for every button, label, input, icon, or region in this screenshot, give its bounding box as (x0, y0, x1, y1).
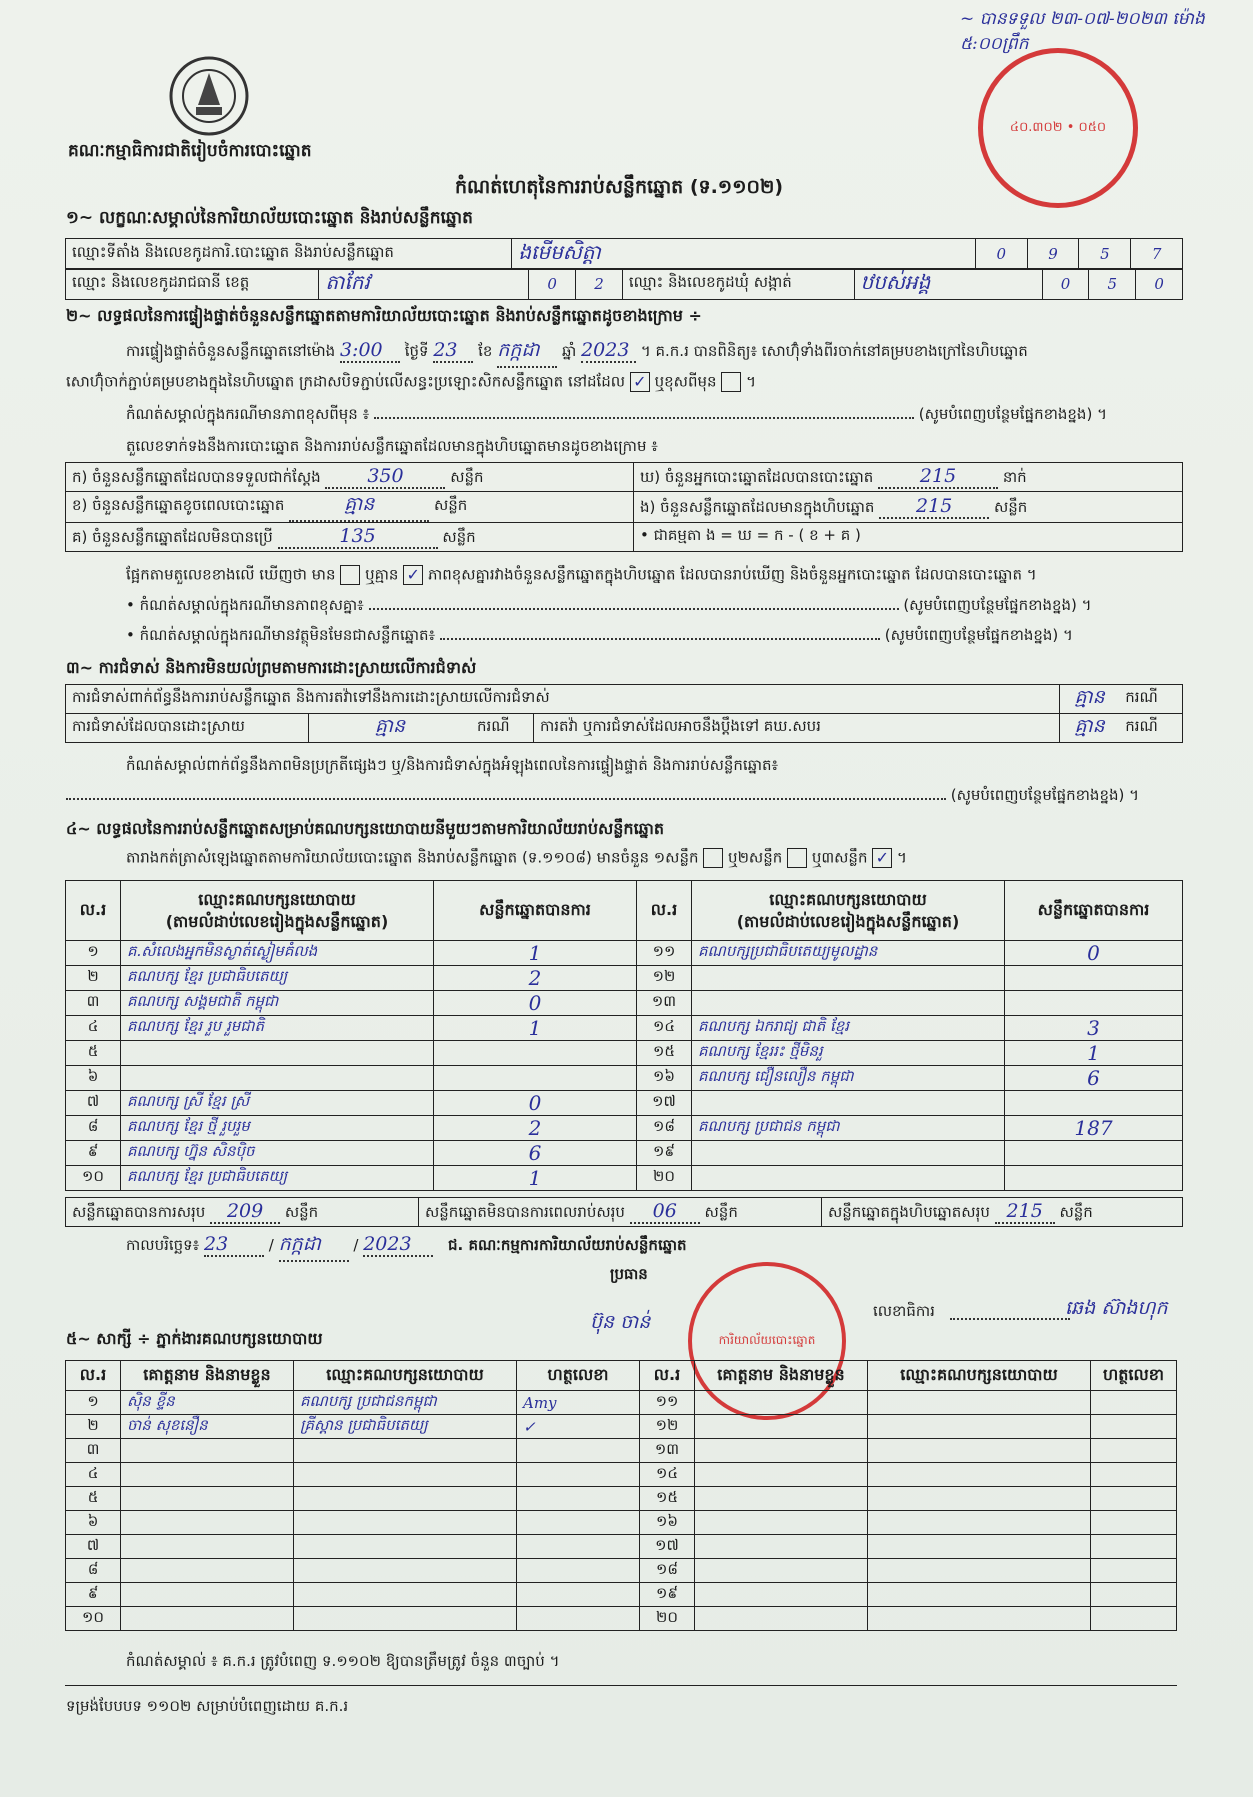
commune-label: ឈ្មោះ និងលេខកូដឃុំ សង្កាត់ (622, 269, 854, 300)
header-no-left: ល.រ (66, 881, 121, 941)
two-sheet-checkbox[interactable] (787, 848, 807, 868)
commune-code-1: 0 (1042, 269, 1089, 300)
section1-table-row2 (65, 268, 1183, 300)
witness-party-left: គ្រីស្ដាន ប្រជាធិបតេយ្យ (294, 1415, 517, 1439)
witness-sign-left[interactable] (517, 1511, 640, 1535)
figure-row-c: គ) ចំនួនសន្លឹកឆ្នោតដែលមិនបានប្រើ 135 សន្លឹក (66, 523, 634, 552)
official-stamp-top: ៤០.៣០២ • ០៥០ (978, 48, 1138, 208)
appeal-unit: ករណី (1119, 714, 1182, 743)
figures-table (65, 462, 1183, 552)
witness-header-party-right: ឈ្មោះគណបក្សនយោបាយ (868, 1361, 1091, 1391)
result-votes-right: 0 (1005, 941, 1183, 966)
witness-row (66, 1583, 1177, 1607)
witness-sign-right[interactable] (1091, 1511, 1177, 1535)
time-value: 3:00 (340, 339, 400, 363)
witness-no-right: ១៣ (640, 1439, 695, 1463)
objection-row1-label: ការជំទាស់ពាក់ព័ន្ធនឹងការរាប់សន្លឹកឆ្នោត និងការតវ៉ាទៅនឹងការដោះស្រាយលើការជំទាស់ (66, 685, 1060, 714)
witness-row (66, 1607, 1177, 1631)
emblem-logo (168, 55, 250, 137)
witness-no-left: ២ (66, 1415, 121, 1439)
result-no-right: ១៤ (637, 1016, 692, 1041)
result-no-left: ៨ (66, 1116, 121, 1141)
witness-header-party-left: ឈ្មោះគណបក្សនយោបាយ (294, 1361, 517, 1391)
witness-sign-right[interactable] (1091, 1487, 1177, 1511)
result-no-left: ៣ (66, 991, 121, 1016)
form-footer: ទម្រង់បែបបទ ១១០២ សម្រាប់បំពេញដោយ គ.ក.រ (66, 1697, 349, 1715)
witness-row (66, 1391, 1177, 1415)
witness-sign-right[interactable] (1091, 1391, 1177, 1415)
result-votes-left: 0 (434, 1091, 637, 1116)
results-row (66, 1091, 1183, 1116)
result-no-left: ១ (66, 941, 121, 966)
commune-code-2: 5 (1089, 269, 1136, 300)
difference-note: កំណត់សម្គាល់ក្នុងករណីមានភាពខុសពីមុន ៖ (សូមបំពេញបន្ថែមផ្នែកខាងខ្នង) ។ (126, 405, 1107, 423)
witness-sign-left[interactable] (517, 1535, 640, 1559)
witness-header-name-left: គោត្តនាម និងនាមខ្លួន (121, 1361, 294, 1391)
result-party-left: គណបក្ស សង្គមជាតិ កម្ពុជា (121, 991, 434, 1016)
result-votes-left: 6 (434, 1141, 637, 1166)
bullet-difference: • កំណត់សម្គាល់ក្នុងករណីមានភាពខុសគ្នា៖ (សូមបំពេញបន្ថែមផ្នែកខាងខ្នង) ។ (126, 596, 1092, 614)
figure-row-d: ឃ) ចំនួនអ្នកបោះឆ្នោតដែលបានបោះឆ្នោត 215 នាក់ (634, 463, 1183, 492)
objection-row1-value: គ្មាន (1059, 685, 1119, 714)
result-votes-right (1005, 966, 1183, 991)
result-no-right: ១៩ (637, 1141, 692, 1166)
witness-sign-left[interactable] (517, 1487, 640, 1511)
results-row (66, 966, 1183, 991)
province-code-2: 2 (576, 269, 623, 300)
witness-no-left: ៦ (66, 1511, 121, 1535)
result-party-left: គណបក្ស ស្រី ខ្មែរ ស្រី (121, 1091, 434, 1116)
result-party-left: គណបក្ស ខ្មែរ ប្រជាធិបតេយ្យ (121, 966, 434, 991)
result-no-left: ៥ (66, 1041, 121, 1066)
witness-sign-right[interactable] (1091, 1559, 1177, 1583)
witness-party-left: គណបក្ស ប្រជាជនកម្ពុជា (294, 1391, 517, 1415)
location-label: ឈ្មោះទីតាំង និងលេខកូដការិ.បោះឆ្នោត និងរាប់សន្លឹកឆ្នោត (66, 239, 512, 270)
witness-row (66, 1415, 1177, 1439)
comparison-line: ផ្អែកតាមតួលេខខាងលើ ឃើញថា មាន ឬគ្មាន ✓ ភាពខុសគ្នារវាងចំនួនសន្លឹកឆ្នោតក្នុងហិបឆ្នោត ដែលបានរាប់ឃើញ និងចំនួនអ្នកបោះឆ្នោត ដែលបានបោះឆ្នោត ។ (126, 565, 1037, 584)
result-no-left: ៩ (66, 1141, 121, 1166)
witness-name-left (121, 1439, 294, 1463)
result-party-left (121, 1066, 434, 1091)
witness-header-name-right: គោត្តនាម និងនាមខ្លួន (695, 1361, 868, 1391)
result-votes-left (434, 1066, 637, 1091)
witness-name-right (695, 1391, 868, 1415)
results-row (66, 941, 1183, 966)
witness-name-right (695, 1463, 868, 1487)
witness-party-left (294, 1535, 517, 1559)
witness-name-right (695, 1511, 868, 1535)
witness-header-sign-right: ហត្ថលេខា (1091, 1361, 1177, 1391)
witness-sign-left[interactable] (517, 1439, 640, 1463)
location-code-4: 7 (1131, 239, 1183, 270)
result-party-left: គណបក្ស ខ្មែរ ប្រជាធិបតេយ្យ (121, 1166, 434, 1191)
witness-sign-right[interactable] (1091, 1463, 1177, 1487)
result-votes-right (1005, 1166, 1183, 1191)
witness-party-left (294, 1463, 517, 1487)
location-value: ងមើមសិត្តា (512, 239, 976, 270)
result-party-left: គណបក្ស ហ្វ៊ុន សិនប៉ិច (121, 1141, 434, 1166)
year-value: 2023 (581, 339, 636, 363)
witness-name-right (695, 1535, 868, 1559)
witness-party-left (294, 1583, 517, 1607)
results-row (66, 1141, 1183, 1166)
objection-row1-unit: ករណី (1119, 685, 1182, 714)
page-divider (65, 1685, 1177, 1686)
witness-no-left: ៩ (66, 1583, 121, 1607)
witness-no-left: ១០ (66, 1607, 121, 1631)
witness-sign-right[interactable] (1091, 1415, 1177, 1439)
result-party-right: គណបក្ស ឯករាជ្យ ជាតិ ខ្មែរ (692, 1016, 1005, 1041)
results-row (66, 1066, 1183, 1091)
result-no-left: ២ (66, 966, 121, 991)
witness-header-no-right: ល.រ (640, 1361, 695, 1391)
witness-no-right: ១៨ (640, 1559, 695, 1583)
total-in-box: សន្លឹកឆ្នោតក្នុងហិបឆ្នោតសរុប 215 សន្លឹក (822, 1198, 1183, 1227)
witness-name-left (121, 1511, 294, 1535)
result-party-left: គ.សំលេងអ្នកមិនស្ងាត់ស្ងៀមគំលង (121, 941, 434, 966)
witness-name-left: ចាន់ សុខនឿន (121, 1415, 294, 1439)
unchanged-checkbox[interactable]: ✓ (630, 372, 650, 392)
commune-value: ឋបស់អង្គ (854, 269, 1042, 300)
no-difference-checkbox[interactable]: ✓ (403, 565, 423, 585)
footnote: កំណត់សម្គាល់ ៖ គ.ក.រ ត្រូវបំពេញ ទ.១១០២ ឱ្យបានត្រឹមត្រូវ ចំនួន ៣ច្បាប់ ។ (126, 1652, 560, 1670)
location-code-3: 5 (1079, 239, 1131, 270)
result-no-right: ២០ (637, 1166, 692, 1191)
resolved-value: គ្មាន (309, 714, 472, 743)
result-no-right: ១៨ (637, 1116, 692, 1141)
section5-title: ៥~ សាក្សី ÷ ភ្នាក់ងារគណបក្សនយោបាយ (66, 1329, 323, 1348)
month-value: កក្កដា (497, 338, 557, 368)
witness-no-right: ១១ (640, 1391, 695, 1415)
result-votes-left: 1 (434, 1166, 637, 1191)
figures-intro: តួលេខទាក់ទងនឹងការបោះឆ្នោត និងការរាប់សន្លឹកឆ្នោតដែលមានក្នុងហិបឆ្នោតមានដូចខាងក្រោម ៖ (126, 437, 658, 455)
witness-sign-right[interactable] (1091, 1439, 1177, 1463)
province-value: តាកែវ (319, 269, 529, 300)
witness-party-right (868, 1535, 1091, 1559)
appeal-value: គ្មាន (1059, 714, 1119, 743)
witness-sign-left[interactable] (517, 1463, 640, 1487)
changed-checkbox[interactable] (721, 372, 741, 392)
witness-no-right: ១២ (640, 1415, 695, 1439)
witness-party-left (294, 1511, 517, 1535)
result-votes-right (1005, 1091, 1183, 1116)
result-no-right: ១៣ (637, 991, 692, 1016)
result-no-right: ១៦ (637, 1066, 692, 1091)
result-no-right: ១៥ (637, 1041, 692, 1066)
received-note: ~ បានទទួល ២៣-០៧-២០២៣ ម៉ោង ៥:០០ព្រឹក (960, 9, 1205, 54)
result-votes-left: 2 (434, 966, 637, 991)
result-votes-left: 0 (434, 991, 637, 1016)
result-no-left: ៤ (66, 1016, 121, 1041)
witness-row (66, 1463, 1177, 1487)
header-no-right: ល.រ (637, 881, 692, 941)
witness-sign-left[interactable]: ✓ (517, 1415, 640, 1439)
province-code-1: 0 (529, 269, 576, 300)
commune-code-3: 0 (1136, 269, 1183, 300)
witness-sign-left[interactable] (517, 1559, 640, 1583)
result-no-left: ៧ (66, 1091, 121, 1116)
witness-header-no-left: ល.រ (66, 1361, 121, 1391)
tally-sheet-line: តារាងកត់ត្រាសំឡេងឆ្នោតតាមការិយាល័យបោះឆ្នោត និងរាប់សន្លឹកឆ្នោត (ទ.១១០៨) មានចំនួន ១សន្លឹក ឬ២សន្លឹក ឬ៣សន្លឹក ✓ ។ (126, 848, 907, 867)
result-votes-right: 1 (1005, 1041, 1183, 1066)
witness-name-left (121, 1559, 294, 1583)
witness-sign-right[interactable] (1091, 1607, 1177, 1631)
chair-signature: ប៊ុន ចាន់ (590, 1311, 651, 1333)
section1-title: ១~ លក្ខណៈសម្គាល់នៃការិយាល័យបោះឆ្នោត និងរាប់សន្លឹកឆ្នោត (66, 208, 473, 228)
witness-party-right (868, 1487, 1091, 1511)
form-title: កំណត់ហេតុនៃការរាប់សន្លឹកឆ្នោត (ទ.១១០២) (455, 176, 784, 198)
secretary-signature: ឆេង ស៊ាងហុក (1065, 1297, 1168, 1319)
section4-title: ៤~ លទ្ធផលនៃការរាប់សន្លឹកឆ្នោតសម្រាប់គណបក្សនយោបាយនីមួយៗតាមការិយាល័យរាប់សន្លឹកឆ្នោត (66, 819, 665, 838)
result-party-right: គណបក្សប្រជាធិបតេយ្យមូលដ្ឋាន (692, 941, 1005, 966)
result-no-right: ១២ (637, 966, 692, 991)
section2-title: ២~ លទ្ធផលនៃការផ្ទៀងផ្ទាត់ចំនួនសន្លឹកឆ្នោតតាមការិយាល័យបោះឆ្នោត និងរាប់សន្លឹកឆ្នោតដូចខាងក្រោម ÷ (66, 306, 702, 325)
witness-party-left (294, 1439, 517, 1463)
witness-party-right (868, 1511, 1091, 1535)
result-votes-left (434, 1041, 637, 1066)
witness-row (66, 1535, 1177, 1559)
secretary-sign-line (950, 1318, 1070, 1320)
witness-no-right: ១៩ (640, 1583, 695, 1607)
witness-name-right (695, 1607, 868, 1631)
witness-sign-left[interactable]: Amy (517, 1391, 640, 1415)
result-votes-right: 187 (1005, 1116, 1183, 1141)
witness-no-left: ១ (66, 1391, 121, 1415)
result-party-left (121, 1041, 434, 1066)
witness-no-left: ៧ (66, 1535, 121, 1559)
location-code-2: 9 (1027, 239, 1079, 270)
witness-header-sign-left: ហត្ថលេខា (517, 1361, 640, 1391)
result-party-right (692, 1091, 1005, 1116)
result-no-right: ១៧ (637, 1091, 692, 1116)
witness-name-right (695, 1559, 868, 1583)
witness-row (66, 1487, 1177, 1511)
witness-table (65, 1360, 1177, 1631)
result-party-right (692, 966, 1005, 991)
result-votes-right: 3 (1005, 1016, 1183, 1041)
appeal-label: ការតវ៉ា ឬការជំទាស់ដែលអាចនឹងប្តឹងទៅ គឃ.សបរ (534, 714, 1060, 743)
figure-row-e: ង) ចំនួនសន្លឹកឆ្នោតដែលមានក្នុងហិបឆ្នោត 215 សន្លឹក (634, 492, 1183, 523)
result-votes-left: 1 (434, 941, 637, 966)
irregularity-fill: (សូមបំពេញបន្ថែមផ្នែកខាងខ្នង) ។ (66, 786, 1139, 808)
result-party-right: គណបក្ស ជឿនលឿន កម្ពុជា (692, 1066, 1005, 1091)
witness-name-left (121, 1583, 294, 1607)
section1-table (65, 238, 1183, 270)
signing-date: កាលបរិច្ឆេទ៖ 23 / កក្កដា / 2023 ជ. គណៈកម្មការការិយាល័យរាប់សន្លឹកឆ្នោត (126, 1232, 687, 1262)
witness-no-left: ៤ (66, 1463, 121, 1487)
figure-formula: • ជាគម្មតា ង = ឃ = ក - ( ខ + គ ) (634, 523, 1183, 552)
total-invalid: សន្លឹកឆ្នោតមិនបានការពេលរាប់សរុប 06 សន្លឹក (419, 1198, 822, 1227)
result-party-left: គណបក្ស ខ្មែរ ថ្មី រួបរួម (121, 1116, 434, 1141)
witness-party-left (294, 1559, 517, 1583)
result-no-left: ១០ (66, 1166, 121, 1191)
witness-name-left: ស៊ិន ខ្ទីន (121, 1391, 294, 1415)
resolved-unit: ករណី (471, 714, 534, 743)
three-sheet-checkbox[interactable]: ✓ (872, 848, 892, 868)
figure-row-a: ក) ចំនួនសន្លឹកឆ្នោតដែលបានទទួលជាក់ស្តែង 350 សន្លឹក (66, 463, 634, 492)
witness-no-left: ៥ (66, 1487, 121, 1511)
witness-name-left (121, 1607, 294, 1631)
witness-sign-left[interactable] (517, 1607, 640, 1631)
witness-party-right (868, 1559, 1091, 1583)
result-votes-right (1005, 1141, 1183, 1166)
witness-no-left: ៨ (66, 1559, 121, 1583)
witness-sign-right[interactable] (1091, 1583, 1177, 1607)
witness-row (66, 1511, 1177, 1535)
witness-party-left (294, 1607, 517, 1631)
witness-party-right (868, 1607, 1091, 1631)
result-votes-right: 6 (1005, 1066, 1183, 1091)
witness-name-left (121, 1463, 294, 1487)
result-no-left: ៦ (66, 1066, 121, 1091)
day-value: 23 (433, 339, 473, 363)
results-row (66, 991, 1183, 1016)
witness-name-right (695, 1487, 868, 1511)
witness-no-right: ១៤ (640, 1463, 695, 1487)
witness-no-right: ១៧ (640, 1535, 695, 1559)
results-row (66, 1166, 1183, 1191)
section2-paragraph2: សោហ៊ុំចាក់ភ្ជាប់គម្របខាងក្នុងនៃហិបឆ្នោត ក្រដាសបិទភ្ជាប់លើសន្ធះប្រឡោះសិកសន្លឹកឆ្នោត នៅដដែល ✓ ឬខុសពីមុន ។ (66, 372, 756, 391)
results-row (66, 1041, 1183, 1066)
result-party-right: គណបក្ស ប្រជាជន កម្ពុជា (692, 1116, 1005, 1141)
secretary-label: លេខាធិការ (873, 1302, 935, 1320)
objections-table (65, 684, 1183, 743)
witness-no-right: ១៥ (640, 1487, 695, 1511)
header-party-left: ឈ្មោះគណបក្សនយោបាយ (តាមលំដាប់លេខរៀងក្នុងសន្លឹកឆ្នោត) (121, 881, 434, 941)
witness-name-left (121, 1535, 294, 1559)
result-no-right: ១១ (637, 941, 692, 966)
witness-name-right (695, 1415, 868, 1439)
has-difference-checkbox[interactable] (340, 565, 360, 585)
result-party-right (692, 991, 1005, 1016)
section2-paragraph1: ការផ្ទៀងផ្ទាត់ចំនួនសន្លឹកឆ្នោតនៅម៉ោង 3:00 ថ្ងៃទី 23 ខែ កក្កដា ឆ្នាំ 2023 ។ គ.ក.រ បានពិនិត្យ៖ សោហ៊ុំទាំងពីរចាក់នៅគម្របខាងក្រៅនៃហិបឆ្នោត (126, 338, 1186, 368)
witness-sign-left[interactable] (517, 1583, 640, 1607)
witness-sign-right[interactable] (1091, 1535, 1177, 1559)
header-votes-left: សន្លឹកឆ្នោតបានការ (434, 881, 637, 941)
witness-name-left (121, 1487, 294, 1511)
total-valid: សន្លឹកឆ្នោតបានការសរុប 209 សន្លឹក (66, 1198, 419, 1227)
witness-name-right (695, 1439, 868, 1463)
result-votes-left: 1 (434, 1016, 637, 1041)
section3-title: ៣~ ការជំទាស់ និងការមិនយល់ព្រមតាមការដោះស្រាយលើការជំទាស់ (66, 658, 477, 677)
witness-party-right (868, 1583, 1091, 1607)
irregularity-note: កំណត់សម្គាល់ពាក់ព័ន្ធនឹងភាពមិនប្រក្រតីផ្សេងៗ ឬ/និងការជំទាស់ក្នុងអំឡុងពេលនៃការផ្ទៀងផ្ទាត់ និងការរាប់សន្លឹកឆ្នោត៖ (126, 756, 779, 774)
witness-party-right (868, 1439, 1091, 1463)
witness-party-right (868, 1463, 1091, 1487)
results-row (66, 1116, 1183, 1141)
witness-no-right: ១៦ (640, 1511, 695, 1535)
witness-party-right (868, 1391, 1091, 1415)
resolved-label: ការជំទាស់ដែលបានដោះស្រាយ (66, 714, 309, 743)
official-stamp-bottom: ការិយាល័យបោះឆ្នោត (688, 1262, 846, 1420)
result-votes-right (1005, 991, 1183, 1016)
witness-party-left (294, 1487, 517, 1511)
result-votes-left: 2 (434, 1116, 637, 1141)
results-row (66, 1016, 1183, 1041)
location-code-1: 0 (975, 239, 1027, 270)
header-votes-right: សន្លឹកឆ្នោតបានការ (1005, 881, 1183, 941)
witness-no-right: ២០ (640, 1607, 695, 1631)
witness-party-right (868, 1415, 1091, 1439)
committee-name: គណៈកម្មាធិការជាតិរៀបចំការបោះឆ្នោត (68, 141, 312, 161)
witness-no-left: ៣ (66, 1439, 121, 1463)
results-table (65, 880, 1183, 1191)
bullet-nonballot: • កំណត់សម្គាល់ក្នុងករណីមានវត្ថុមិនមែនជាសន្លឹកឆ្នោត៖ (សូមបំពេញបន្ថែមផ្នែកខាងខ្នង) ។ (126, 626, 1073, 644)
witness-row (66, 1439, 1177, 1463)
witness-name-right (695, 1583, 868, 1607)
result-party-left: គណបក្ស ខ្មែរ រួប រួមជាតិ (121, 1016, 434, 1041)
figure-row-b: ខ) ចំនួនសន្លឹកឆ្នោតខូចពេលបោះឆ្នោត គ្មាន សន្លឹក (66, 492, 634, 523)
chair-label: ប្រធាន (610, 1265, 648, 1283)
witness-row (66, 1559, 1177, 1583)
totals-table (65, 1197, 1183, 1227)
result-party-right: គណបក្ស ខ្មែររះ ថ្មីមិនរួ (692, 1041, 1005, 1066)
header-party-right: ឈ្មោះគណបក្សនយោបាយ (តាមលំដាប់លេខរៀងក្នុងសន្លឹកឆ្នោត) (692, 881, 1005, 941)
result-party-right (692, 1141, 1005, 1166)
one-sheet-checkbox[interactable] (703, 848, 723, 868)
result-party-right (692, 1166, 1005, 1191)
province-label: ឈ្មោះ និងលេខកូដរាជធានី ខេត្ត (66, 269, 319, 300)
